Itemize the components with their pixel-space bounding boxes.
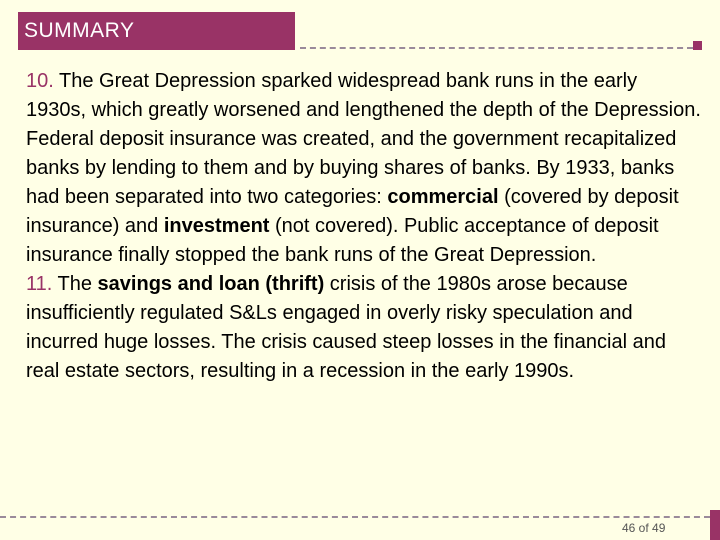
bold-term-commercial: commercial — [387, 186, 499, 208]
item-text: (covered by deposit insurance) and — [26, 186, 679, 237]
summary-item-11 — [26, 270, 702, 386]
footer-dashed-line — [0, 516, 710, 518]
header-line-end-marker — [693, 41, 702, 50]
item-text: crisis of the 1980s arose because insufficiently regulated S&Ls engaged in overly risky speculation and incurred huge losses. The crisis caused steep losses in the financial and real estate sectors, resulting in a recession in the early 1990s. — [26, 273, 666, 382]
summary-content — [26, 67, 702, 386]
bold-term-savings-and-loan: savings and loan (thrift) — [97, 273, 325, 295]
bold-term-investment: investment — [163, 215, 270, 237]
item-number: 11. — [26, 273, 53, 295]
header-dashed-line — [300, 47, 693, 49]
summary-item-10 — [26, 67, 702, 270]
item-text: (not covered). Public acceptance of deposit insurance finally stopped the bank runs of the Great Depression. — [26, 215, 659, 266]
footer-end-marker — [710, 510, 720, 540]
item-number: 10. — [26, 70, 54, 92]
item-text: The Great Depression sparked widespread bank runs in the early 1930s, which greatly worsened and lengthened the depth of the Depression. Federal deposit insurance was created, and the government recapitalized banks by lending to them and by buying shares of banks. By 1933, banks had been separated into two categories: — [26, 70, 701, 208]
slide-title: SUMMARY — [18, 12, 295, 50]
item-text: The — [52, 273, 98, 295]
page-number: 46 of 49 — [622, 521, 666, 535]
